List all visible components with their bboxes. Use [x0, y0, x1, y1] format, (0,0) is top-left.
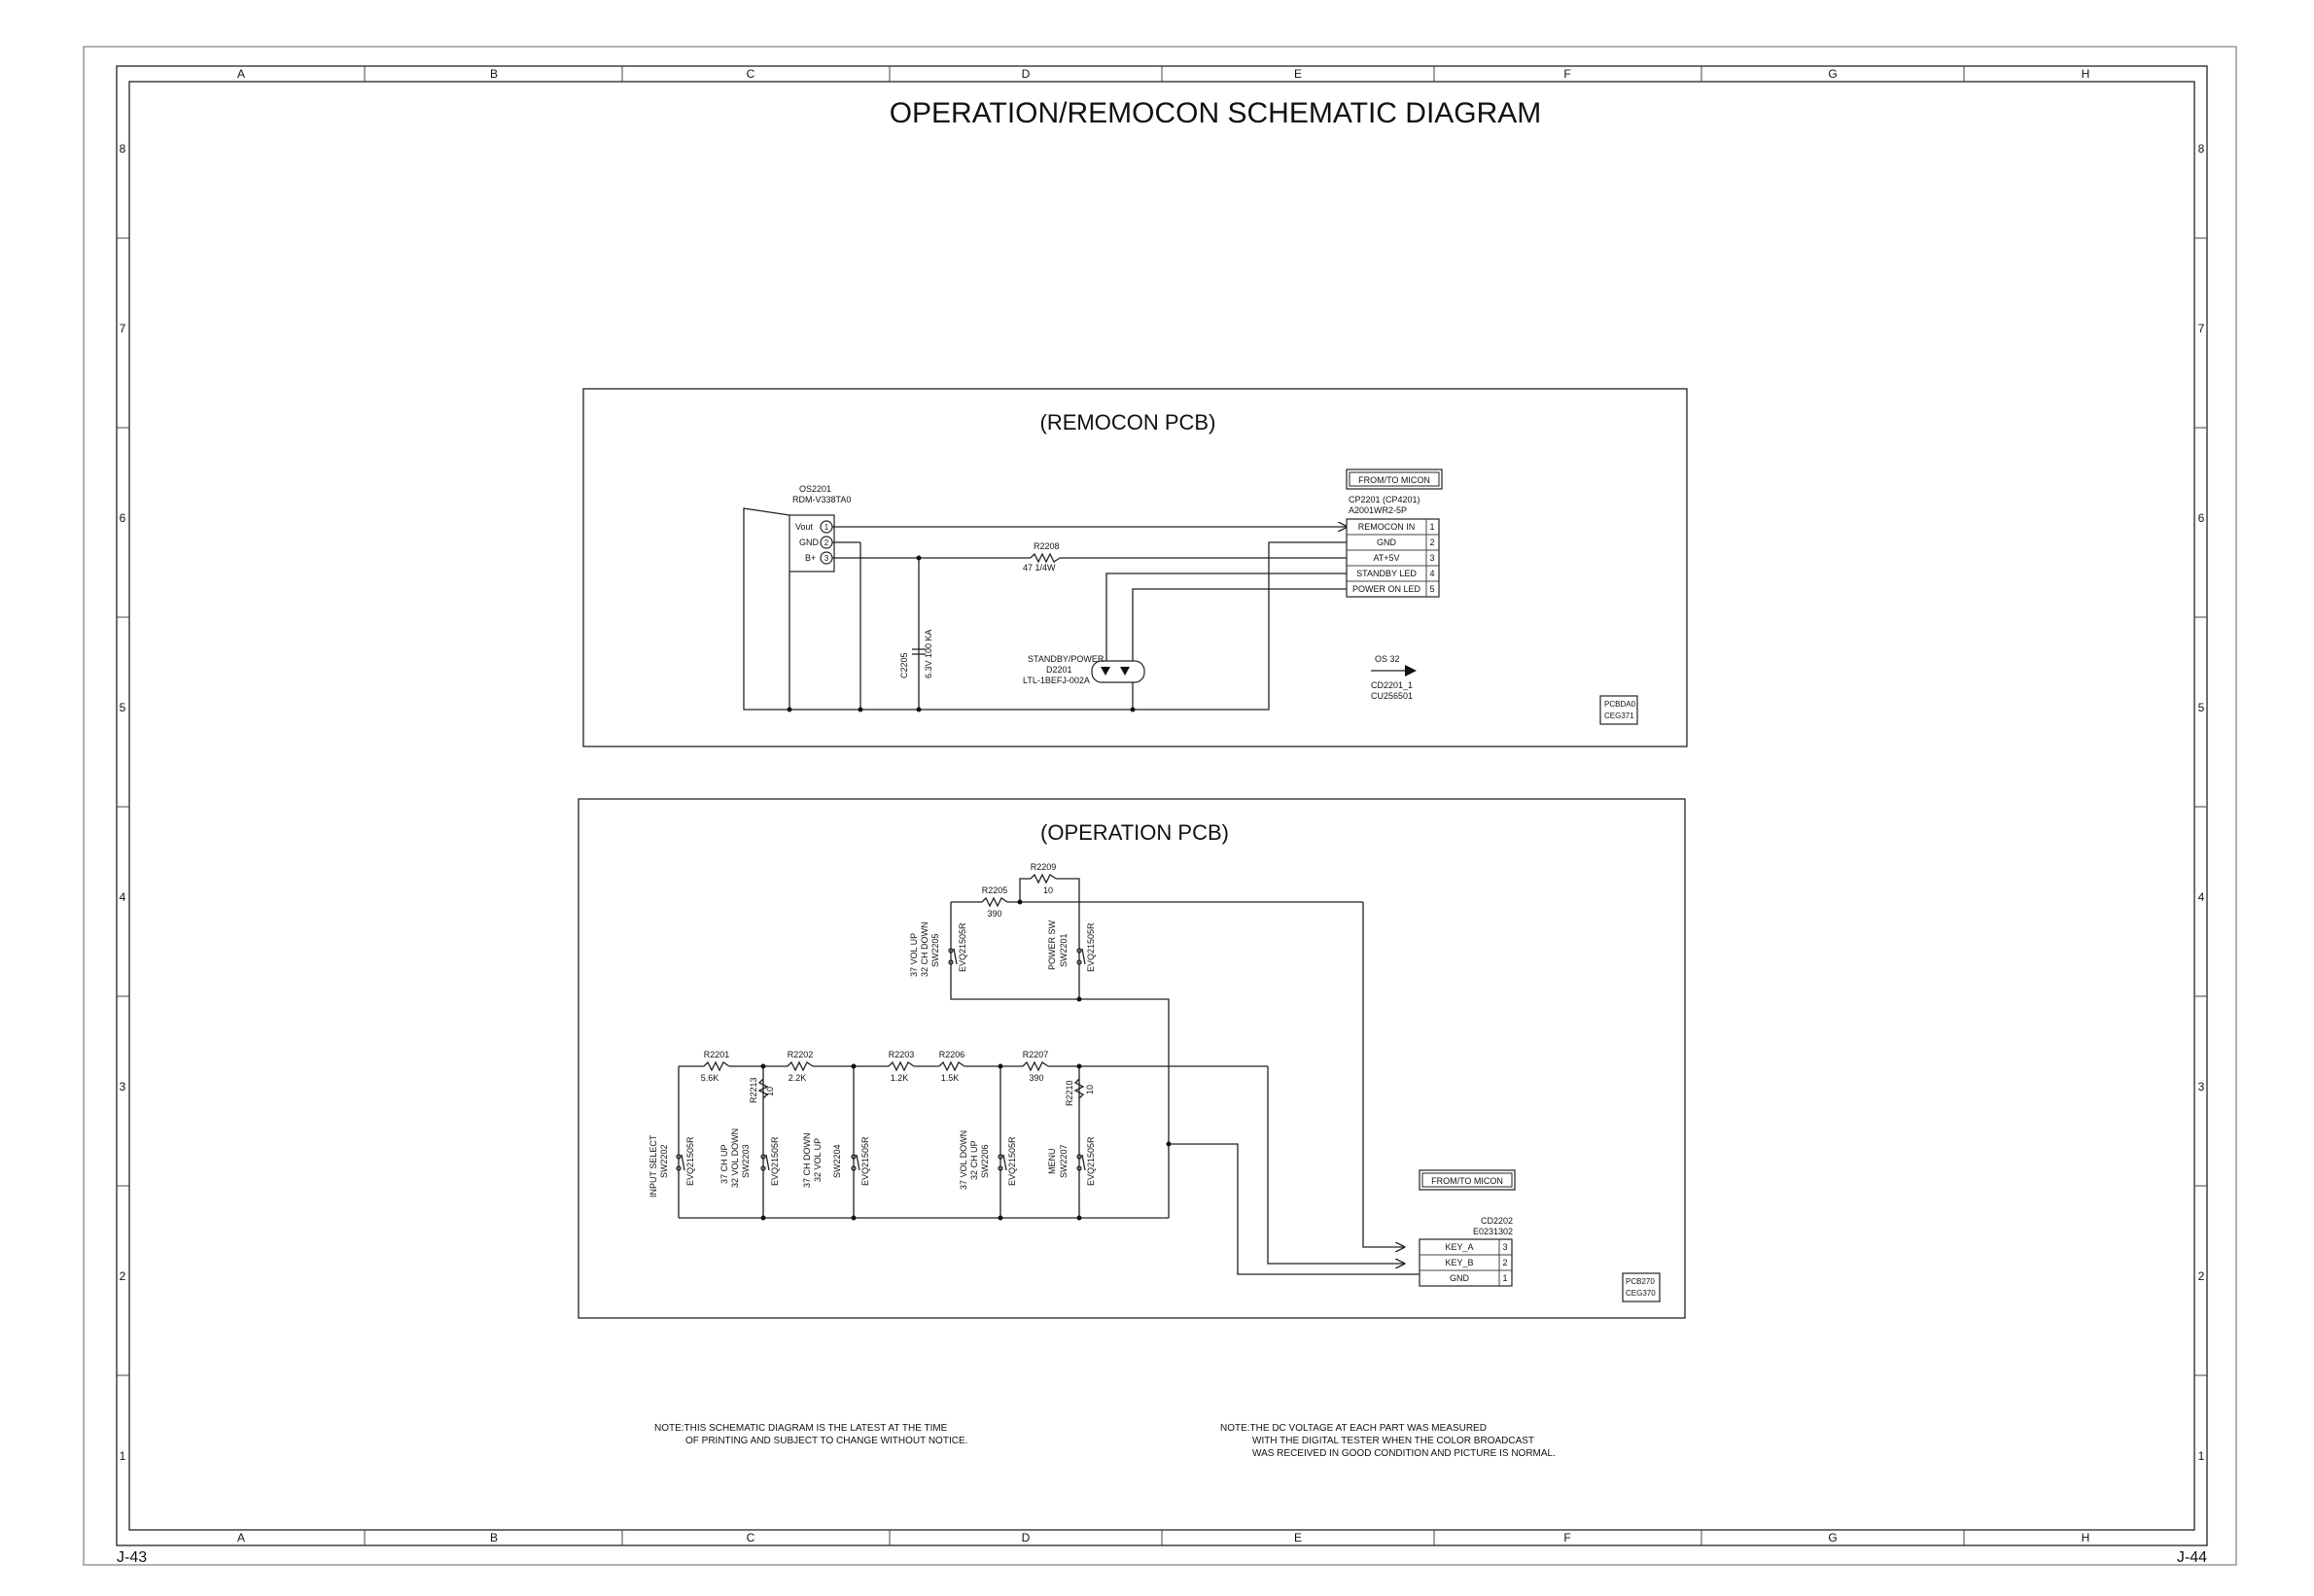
cp2201-pin-num-4: 4 [1429, 569, 1435, 578]
cp2201-pin-remocon-in: REMOCON IN [1357, 522, 1416, 532]
r2210-value: 10 [1085, 1084, 1095, 1094]
cp2201-pin-at5v: AT+5V [1373, 553, 1400, 563]
cd2202-pin-num-1: 1 [1502, 1273, 1508, 1283]
sensor-pin-num-2: 2 [824, 538, 829, 547]
col-label-d-bottom: D [1021, 1531, 1031, 1544]
col-label-e-bottom: E [1293, 1531, 1303, 1544]
r2213-ref: R2213 [749, 1077, 758, 1103]
drawing-inner-frame [129, 82, 2194, 1530]
led-label-1: STANDBY/POWER [1028, 654, 1104, 664]
row-label-8: 8 [119, 142, 126, 156]
sw2203-label-1: 37 CH UP [719, 1144, 729, 1184]
r2206-ref: R2206 [938, 1050, 965, 1059]
r2201-symbol [704, 1062, 729, 1070]
sensor-part: RDM-V338TA0 [792, 495, 852, 504]
sw2207-ref: SW2207 [1059, 1144, 1069, 1178]
cp2201-pin-standby-led: STANDBY LED [1356, 569, 1417, 578]
operation-pcb-box [578, 799, 1685, 1318]
sw2206-label-2: 32 CH UP [969, 1140, 979, 1180]
sheet-outer-frame [84, 47, 2236, 1565]
sw2201-part: EVQ21505R [1086, 922, 1096, 972]
sw2205-label-1: 37 VOL UP [909, 932, 919, 977]
col-label-b: B [489, 67, 499, 81]
col-label-g: G [1828, 67, 1838, 81]
sw2207-label-1: MENU [1047, 1148, 1057, 1174]
sw2203-ref: SW2203 [741, 1144, 751, 1178]
col-label-a: A [236, 67, 246, 81]
col-label-e: E [1293, 67, 1303, 81]
row-label-1: 1 [119, 1449, 126, 1463]
row-label-6: 6 [119, 511, 126, 525]
r2209-value: 10 [1042, 885, 1054, 895]
sw2203-label-2: 32 VOL DOWN [730, 1128, 740, 1188]
page-title: OPERATION/REMOCON SCHEMATIC DIAGRAM [889, 97, 1542, 129]
r2206-value: 1.5K [940, 1073, 960, 1083]
sw2205-label-2: 32 CH DOWN [920, 921, 929, 977]
remocon-pcb-title: (REMOCON PCB) [1039, 410, 1216, 434]
note-left-line-2: OF PRINTING AND SUBJECT TO CHANGE WITHOUT NOTICE. [685, 1436, 968, 1446]
c2205-value: 6.3V 100 KA [924, 629, 933, 678]
col-label-c: C [746, 67, 755, 81]
sw2206-part: EVQ21505R [1007, 1136, 1017, 1186]
row-label-2: 2 [119, 1269, 126, 1283]
note-left-line-1: NOTE:THIS SCHEMATIC DIAGRAM IS THE LATEST AT THE TIME [654, 1423, 948, 1434]
sw2202-part: EVQ21505R [685, 1136, 695, 1186]
operation-pcb-title: (OPERATION PCB) [1040, 820, 1229, 845]
remocon-junctions [788, 556, 1136, 712]
r2203-ref: R2203 [888, 1050, 915, 1059]
row-label-4-right: 4 [2197, 890, 2205, 904]
cd2201-label-2: CU256501 [1371, 691, 1414, 701]
cp2201-pin-gnd: GND [1377, 538, 1396, 547]
zone-dividers [117, 66, 2207, 1545]
cp2201-pin-num-3: 3 [1429, 553, 1435, 563]
row-label-8-right: 8 [2197, 142, 2205, 156]
r2202-ref: R2202 [787, 1050, 814, 1059]
cd2202-label-2: E0231302 [1473, 1227, 1514, 1236]
cd2202-pin-num-3: 3 [1502, 1242, 1508, 1252]
sensor-pin-gnd: GND [799, 538, 819, 547]
remocon-pcb-tag-2: CEG371 [1604, 711, 1634, 720]
sw2203-part: EVQ21505R [770, 1136, 780, 1186]
cp2201-label-1: CP2201 (CP4201) [1349, 495, 1420, 504]
operation-from-micon-label: FROM/TO MICON [1431, 1176, 1503, 1186]
sw2204-part: EVQ21505R [860, 1136, 870, 1186]
col-label-h-bottom: H [2081, 1531, 2090, 1544]
cd2202-pin-gnd: GND [1450, 1273, 1469, 1283]
row-label-2-right: 2 [2197, 1269, 2205, 1283]
cp2201-pin-num-1: 1 [1429, 522, 1435, 532]
col-label-a-bottom: A [236, 1531, 246, 1544]
operation-pcb-tag-1: PCB270 [1626, 1277, 1655, 1286]
os32-label: OS 32 [1375, 654, 1400, 664]
sw2207-part: EVQ21505R [1086, 1136, 1096, 1186]
sw2206-ref: SW2206 [980, 1144, 990, 1178]
cp2201-pin-num-5: 5 [1429, 584, 1435, 594]
sensor-pin-num-1: 1 [824, 523, 829, 532]
sw2202-label-1: INPUT SELECT [649, 1134, 658, 1197]
col-label-d: D [1021, 67, 1031, 81]
cp2201-label-2: A2001WR2-5P [1349, 505, 1408, 515]
sensor-pin-vout: Vout [795, 522, 814, 532]
sw2204-label-1: 37 CH DOWN [802, 1132, 812, 1188]
note-right-line-2: WITH THE DIGITAL TESTER WHEN THE COLOR BROADCAST [1252, 1436, 1535, 1446]
col-label-c-bottom: C [746, 1531, 755, 1544]
drawing-frame [117, 66, 2207, 1545]
row-label-4: 4 [119, 890, 126, 904]
remocon-pcb-tag-1: PCBDA0 [1604, 700, 1636, 709]
os32-arrow-icon [1405, 665, 1417, 677]
r2206-symbol [939, 1062, 964, 1070]
cp2201-pin-power-on-led: POWER ON LED [1351, 584, 1421, 594]
sw2201-ref: SW2201 [1059, 933, 1069, 967]
cp2201-pin-num-2: 2 [1429, 538, 1435, 547]
cd2201-label-1: CD2201_1 [1371, 680, 1414, 690]
r2207-symbol [1023, 1062, 1048, 1070]
cd2202-label-1: CD2202 [1481, 1216, 1514, 1226]
sw2201-label-1: POWER SW [1047, 920, 1057, 970]
r2208-value: 47 1/4W [1023, 563, 1056, 572]
r2210-ref: R2210 [1065, 1080, 1074, 1106]
remocon-from-micon-label: FROM/TO MICON [1358, 475, 1430, 485]
cd2202-pin-key-a: KEY_A [1445, 1242, 1474, 1252]
r2213-value: 10 [765, 1086, 775, 1096]
remocon-pcb-box [583, 389, 1687, 746]
row-label-7: 7 [119, 322, 126, 335]
sw2205-ref: SW2205 [930, 933, 940, 967]
c2205-ref: C2205 [899, 652, 909, 678]
r2202-value: 2.2K [788, 1073, 807, 1083]
r2205-symbol [982, 898, 1007, 906]
r2207-value: 390 [1029, 1073, 1044, 1083]
note-right-line-1: NOTE:THE DC VOLTAGE AT EACH PART WAS MEASURED [1220, 1423, 1487, 1434]
sw2204-label-2: 32 VOL UP [813, 1137, 823, 1182]
r2203-symbol [889, 1062, 914, 1070]
sw2205-part: EVQ21505R [958, 922, 967, 972]
sw2202-ref: SW2202 [659, 1144, 669, 1178]
r2202-symbol [788, 1062, 813, 1070]
cd2202-pin-num-2: 2 [1502, 1258, 1508, 1267]
row-label-7-right: 7 [2197, 322, 2205, 335]
page-number-right: J-44 [2176, 1549, 2207, 1566]
r2205-ref: R2205 [981, 885, 1008, 895]
sensor-pin-bplus: B+ [805, 553, 817, 563]
col-label-f: F [1563, 67, 1571, 81]
led-label-3: LTL-1BEFJ-002A [1023, 676, 1090, 685]
r2201-value: 5.6K [700, 1073, 719, 1083]
col-label-f-bottom: F [1563, 1531, 1571, 1544]
r2207-ref: R2207 [1022, 1050, 1049, 1059]
r2209-symbol [1031, 875, 1056, 883]
operation-pcb-tag-2: CEG370 [1626, 1289, 1656, 1298]
col-label-g-bottom: G [1828, 1531, 1838, 1544]
r2203-value: 1.2K [890, 1073, 909, 1083]
cd2202-pin-key-b: KEY_B [1445, 1258, 1474, 1267]
sw2206-label-1: 37 VOL DOWN [959, 1129, 968, 1190]
r2208-symbol [1031, 554, 1060, 562]
col-label-h: H [2081, 67, 2090, 81]
sensor-pin-num-3: 3 [824, 554, 829, 563]
row-label-5: 5 [119, 701, 126, 714]
row-label-3: 3 [119, 1080, 126, 1093]
row-label-6-right: 6 [2197, 511, 2205, 525]
r2209-ref: R2209 [1030, 862, 1057, 872]
sw2204-ref: SW2204 [832, 1144, 842, 1178]
led-label-2: D2201 [1046, 665, 1072, 675]
row-label-1-right: 1 [2197, 1449, 2205, 1463]
note-right-line-3: WAS RECEIVED IN GOOD CONDITION AND PICTURE IS NORMAL. [1252, 1448, 1556, 1459]
row-label-3-right: 3 [2197, 1080, 2205, 1093]
col-label-b-bottom: B [489, 1531, 499, 1544]
r2201-ref: R2201 [703, 1050, 730, 1059]
r2205-value: 390 [987, 909, 1002, 919]
r2208-ref: R2208 [1034, 541, 1060, 551]
page-number-left: J-43 [117, 1549, 148, 1566]
sensor-ref: OS2201 [799, 484, 832, 494]
row-label-5-right: 5 [2197, 701, 2205, 714]
led-d2201 [1092, 661, 1144, 682]
